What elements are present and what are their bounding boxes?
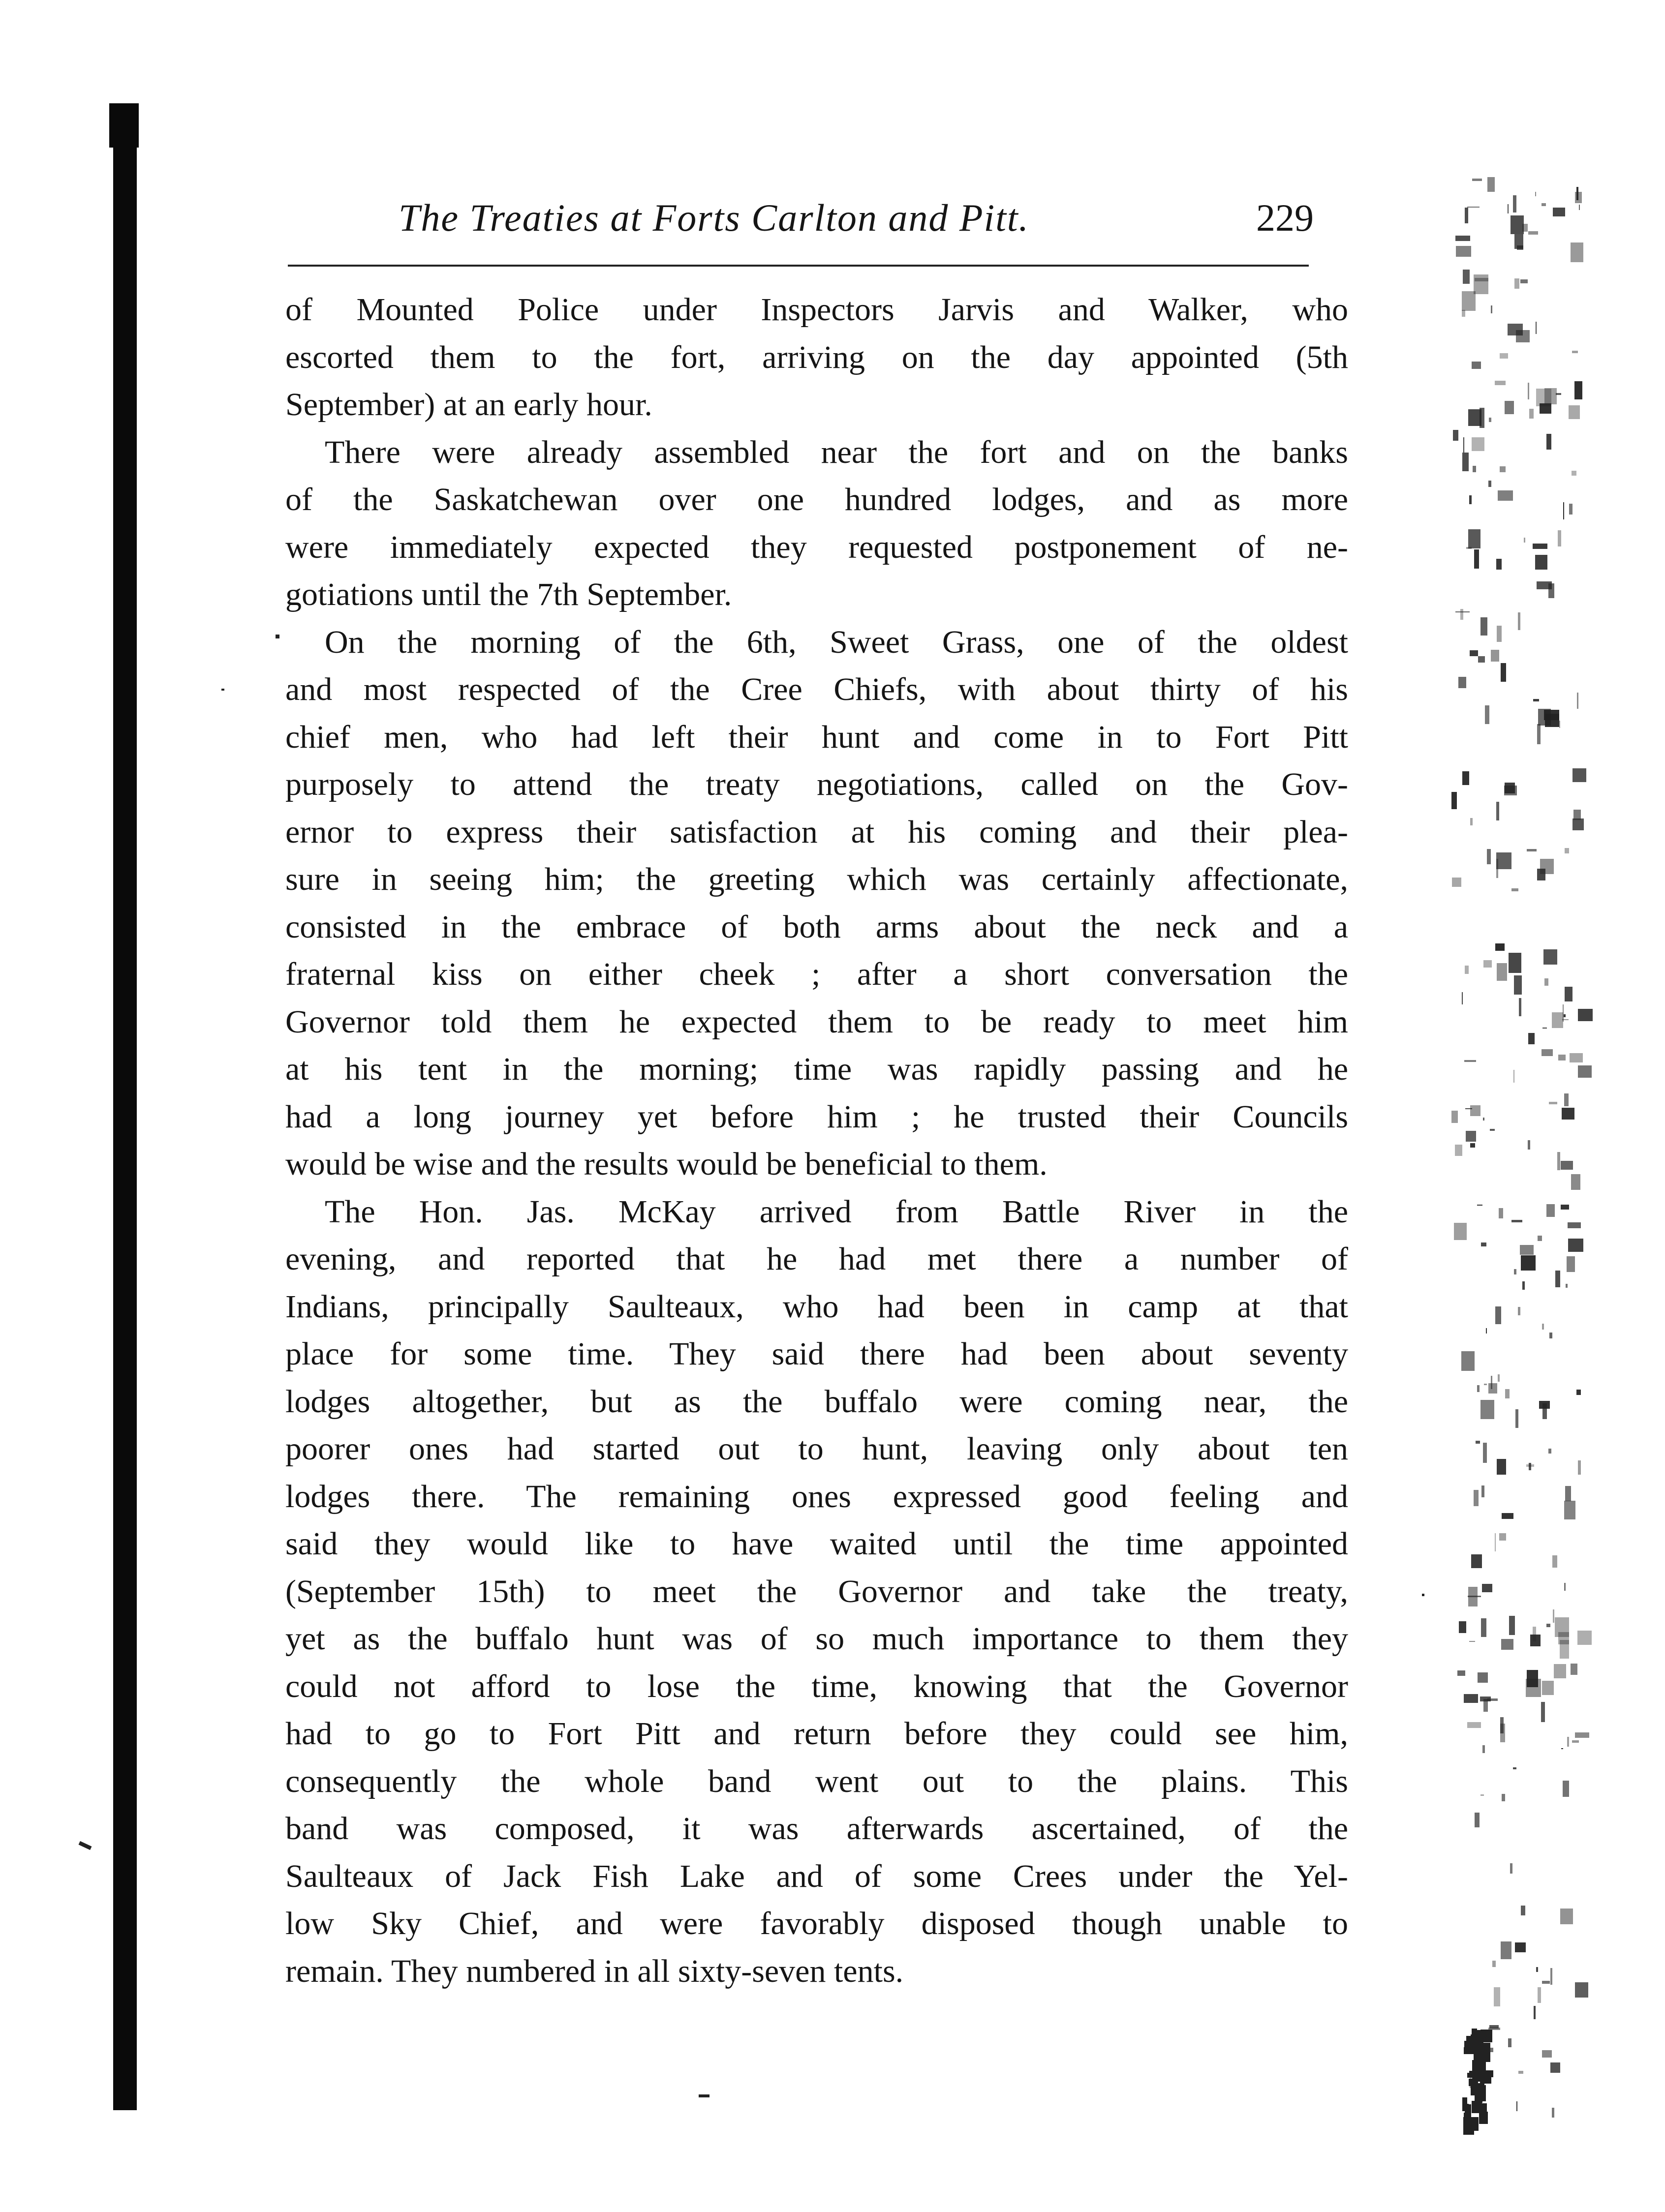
page-number: 229: [1256, 196, 1314, 239]
noise-streak: [1463, 437, 1464, 453]
noise-streak: [1513, 1070, 1514, 1083]
noise-streak: [1481, 1485, 1484, 1497]
noise-streak: [1522, 1281, 1525, 1290]
noise-streak: [1561, 1161, 1573, 1170]
noise-streak: [1499, 1533, 1506, 1541]
noise-streak: [1533, 544, 1547, 549]
noise-streak: [1481, 1618, 1486, 1637]
noise-streak: [1562, 1019, 1569, 1020]
noise-streak: [1477, 1385, 1480, 1392]
noise-streak: [1489, 418, 1491, 422]
noise-streak: [1554, 1664, 1566, 1678]
noise-streak: [1579, 205, 1580, 210]
noise-streak: [1542, 1049, 1553, 1056]
noise-streak: [1491, 305, 1492, 313]
running-head-title: The Treaties at Forts Carlton and Pitt.: [399, 196, 1030, 239]
text-line: consequently the whole band went out to the plains. This: [285, 1763, 1348, 1799]
text-line: consisted in the embrace of both arms about the neck and a: [285, 909, 1348, 945]
noise-streak: [1471, 2034, 1483, 2053]
text-line: lodges there. The remaining ones expressed good feeling and: [285, 1478, 1348, 1515]
noise-streak: [1529, 1463, 1531, 1470]
noise-streak: [1462, 992, 1463, 1004]
header-rule: [288, 265, 1309, 267]
noise-streak: [1546, 434, 1551, 450]
noise-streak: [1485, 705, 1489, 724]
text-line: evening, and reported that he had met there a number of: [285, 1241, 1348, 1277]
noise-streak: [1575, 1982, 1588, 1998]
noise-streak: [1474, 1490, 1479, 1506]
noise-streak: [1458, 677, 1466, 688]
scan-speck: [276, 635, 279, 638]
noise-streak: [1548, 1449, 1551, 1454]
text-line: The Hon. Jas. McKay arrived from Battle River in the: [325, 1193, 1348, 1230]
noise-streak: [1502, 1794, 1505, 1801]
noise-streak: [1451, 1111, 1458, 1123]
noise-streak: [1482, 1584, 1492, 1592]
noise-streak: [1534, 2006, 1536, 2019]
noise-streak: [1527, 1670, 1538, 1687]
noise-streak: [1473, 2117, 1479, 2131]
noise-streak: [1539, 1401, 1550, 1409]
noise-streak: [1513, 195, 1516, 212]
noise-streak: [1528, 383, 1529, 399]
noise-streak: [1509, 1616, 1515, 1635]
noise-streak: [1567, 1737, 1569, 1747]
noise-streak: [1473, 466, 1476, 472]
noise-streak: [1509, 953, 1521, 973]
noise-streak: [1487, 849, 1491, 864]
noise-streak: [1514, 278, 1519, 289]
text-line: (September 15th) to meet the Governor and take the treaty,: [285, 1573, 1348, 1609]
noise-streak: [1477, 1205, 1482, 1206]
scan-speck: [699, 2094, 709, 2097]
noise-streak: [1494, 1987, 1500, 2006]
paragraph: [285, 619, 1348, 1188]
noise-streak: [1470, 650, 1478, 656]
text-line: On the morning of the 6th, Sweet Grass, one of the oldest: [325, 624, 1348, 660]
text-line: September) at an early hour.: [285, 387, 652, 423]
noise-streak: [1480, 1400, 1494, 1419]
noise-streak: [1500, 1724, 1505, 1742]
noise-streak: [1572, 351, 1578, 353]
noise-streak: [1571, 1174, 1580, 1190]
noise-streak: [1535, 192, 1536, 196]
noise-streak: [1491, 650, 1499, 662]
noise-streak: [1483, 1118, 1484, 1121]
noise-streak: [1495, 1306, 1501, 1324]
noise-streak: [1564, 1014, 1566, 1017]
noise-streak: [1528, 231, 1538, 235]
text-line: had to go to Fort Pitt and return before they could see him,: [285, 1716, 1348, 1752]
noise-streak: [1572, 471, 1576, 476]
text-line: were immediately expected they requested postponement of ne-: [285, 529, 1348, 565]
text-line: band was composed, it was afterwards ascertained, of the: [285, 1811, 1348, 1847]
noise-streak: [1477, 2103, 1481, 2112]
noise-streak: [1476, 1441, 1480, 1444]
noise-streak: [1459, 1621, 1466, 1633]
text-line: said they would like to have waited until the time appointed: [285, 1526, 1348, 1562]
noise-streak: [1451, 792, 1457, 809]
noise-streak: [1536, 1967, 1538, 1972]
noise-streak: [1472, 179, 1482, 181]
noise-streak: [1575, 192, 1582, 203]
noise-streak: [1559, 721, 1560, 728]
noise-streak: [1565, 1486, 1571, 1501]
noise-streak: [1498, 1374, 1500, 1382]
noise-streak: [1549, 1102, 1557, 1104]
noise-streak: [1572, 818, 1584, 830]
noise-streak: [1508, 2038, 1511, 2047]
noise-streak: [1575, 1732, 1589, 1738]
noise-streak: [1516, 2101, 1517, 2111]
noise-streak: [1468, 1587, 1478, 1606]
body-text: [285, 286, 1348, 1995]
text-line: would be wise and the results would be beneficial to them.: [285, 1146, 1048, 1182]
noise-streak: [1502, 1513, 1513, 1519]
paragraph: [285, 286, 1348, 429]
noise-streak: [1542, 1324, 1544, 1330]
text-line: gotiations until the 7th September.: [285, 576, 732, 612]
noise-streak: [1518, 612, 1520, 630]
noise-streak: [1479, 2112, 1488, 2124]
running-head: [285, 196, 1314, 255]
noise-streak: [1480, 1697, 1491, 1701]
noise-streak: [1487, 177, 1495, 192]
scan-edge-noise: [1451, 177, 1599, 2135]
scan-speck: [221, 689, 224, 691]
noise-streak: [1578, 1065, 1592, 1078]
noise-streak: [1500, 353, 1508, 359]
noise-streak: [1564, 1583, 1566, 1591]
noise-streak: [1478, 1672, 1488, 1683]
noise-streak: [1495, 381, 1506, 385]
text-line: sure in seeing him; the greeting which was certainly affectionate,: [285, 861, 1348, 897]
noise-streak: [1467, 207, 1480, 208]
text-line: could not afford to lose the time, knowing that the Governor: [285, 1668, 1348, 1704]
noise-streak: [1501, 1941, 1511, 1959]
text-line: at his tent in the morning; time was rapidly passing and he: [285, 1051, 1348, 1087]
noise-streak: [1571, 1664, 1577, 1675]
noise-streak: [1542, 1981, 1550, 1984]
noise-streak: [1472, 437, 1484, 451]
noise-streak: [1474, 549, 1479, 569]
noise-streak: [1563, 502, 1564, 519]
noise-streak: [1482, 1745, 1485, 1753]
noise-streak: [1470, 1105, 1480, 1116]
noise-streak: [1521, 1255, 1536, 1271]
noise-streak: [1555, 1271, 1560, 1287]
noise-streak: [1521, 1906, 1525, 1915]
noise-streak: [1570, 1053, 1583, 1062]
noise-streak: [1578, 1009, 1593, 1021]
noise-streak: [1480, 1794, 1484, 1796]
noise-streak: [1488, 1383, 1497, 1394]
noise-streak: [1563, 1781, 1569, 1797]
noise-streak: [1527, 849, 1537, 851]
noise-streak: [1499, 1208, 1503, 1218]
noise-streak: [1520, 279, 1528, 283]
noise-streak: [1518, 2071, 1523, 2074]
noise-streak: [1533, 699, 1539, 701]
noise-streak: [1496, 559, 1502, 570]
noise-streak: [1553, 1609, 1554, 1623]
noise-streak: [1464, 1060, 1476, 1062]
noise-streak: [1474, 274, 1488, 294]
noise-streak: [1453, 430, 1458, 441]
noise-streak: [1486, 1328, 1487, 1333]
noise-streak: [1546, 1624, 1550, 1627]
noise-streak: [1546, 1204, 1555, 1217]
noise-streak: [1538, 1236, 1542, 1241]
noise-streak: [1536, 322, 1537, 334]
noise-streak: [1468, 529, 1480, 548]
text-line: place for some time. They said there had been about seventy: [285, 1336, 1348, 1372]
noise-streak: [1464, 1694, 1478, 1703]
noise-streak: [1572, 1740, 1579, 1743]
noise-streak: [1465, 966, 1469, 974]
text-line: escorted them to the fort, arriving on the day appointed (5th: [285, 339, 1348, 375]
noise-streak: [1463, 2117, 1474, 2135]
text-line: lodges altogether, but as the buffalo were coming near, the: [285, 1383, 1348, 1420]
noise-streak: [1552, 2108, 1554, 2118]
noise-streak: [1455, 236, 1470, 241]
scan-speck: [1422, 1594, 1424, 1596]
noise-streak: [1495, 1533, 1496, 1551]
noise-streak: [1542, 203, 1546, 206]
noise-streak: [1535, 555, 1547, 570]
noise-streak: [1566, 1284, 1568, 1288]
noise-streak: [1514, 975, 1522, 995]
noise-streak: [1472, 362, 1481, 369]
noise-streak: [1500, 466, 1506, 472]
text-line: purposely to attend the treaty negotiations, called on the Gov-: [285, 766, 1348, 802]
noise-streak: [1537, 869, 1545, 880]
noise-streak: [1469, 495, 1472, 504]
noise-streak: [1553, 208, 1565, 216]
noise-streak: [1541, 1702, 1545, 1722]
text-line: ernor to express their satisfaction at his coming and their plea-: [285, 814, 1348, 850]
noise-streak: [1497, 1459, 1506, 1475]
noise-streak: [1568, 1222, 1581, 1228]
noise-streak: [1560, 1909, 1573, 1924]
noise-streak: [1466, 2104, 1471, 2118]
noise-streak: [1480, 408, 1484, 428]
text-line: remain. They numbered in all sixty-seven tents.: [285, 1953, 904, 1989]
noise-streak: [1472, 2060, 1483, 2079]
noise-streak: [1480, 617, 1487, 636]
noise-streak: [1528, 1140, 1530, 1150]
noise-streak: [1511, 215, 1524, 234]
noise-streak: [1508, 204, 1509, 213]
text-line: and most respected of the Cree Chiefs, with about thirty of his: [285, 671, 1348, 707]
noise-streak: [1571, 242, 1583, 262]
noise-streak: [1497, 963, 1507, 981]
noise-streak: [1557, 1152, 1560, 1170]
noise-streak: [1455, 611, 1470, 612]
noise-streak: [1558, 1055, 1566, 1061]
noise-streak: [1456, 246, 1471, 257]
noise-streak: [1576, 1390, 1581, 1395]
noise-streak: [1497, 626, 1502, 642]
noise-streak: [1492, 1961, 1496, 1967]
noise-streak: [1549, 1333, 1552, 1338]
noise-streak: [1510, 1863, 1512, 1874]
noise-streak: [1568, 1239, 1583, 1252]
text-line: of Mounted Police under Inspectors Jarvis and Walker, who: [285, 292, 1348, 328]
noise-streak: [1461, 1351, 1475, 1371]
text-line: chief men, who had left their hunt and come in to Fort Pitt: [285, 719, 1348, 755]
noise-streak: [1550, 1968, 1552, 1985]
noise-streak: [1460, 609, 1463, 620]
text-line: of the Saskatchewan over one hundred lodges, and as more: [285, 482, 1348, 517]
noise-streak: [1465, 208, 1468, 223]
noise-streak: [1561, 1205, 1569, 1210]
noise-streak: [1475, 1813, 1480, 1827]
noise-streak: [1505, 401, 1514, 414]
noise-streak: [1478, 656, 1485, 663]
noise-streak: [1495, 943, 1505, 951]
noise-streak: [1514, 1269, 1516, 1274]
noise-streak: [1483, 1443, 1487, 1463]
noise-streak: [1529, 409, 1534, 419]
noise-streak: [1481, 1242, 1486, 1246]
noise-streak: [1552, 1555, 1557, 1568]
noise-streak: [1562, 1108, 1574, 1120]
text-line: poorer ones had started out to hunt, leaving only about ten: [285, 1431, 1348, 1467]
noise-streak: [1515, 1942, 1526, 1952]
noise-streak: [1538, 709, 1551, 726]
noise-streak: [1505, 1389, 1510, 1398]
noise-streak: [1470, 1143, 1475, 1148]
noise-streak: [1565, 987, 1572, 1001]
noise-streak: [1469, 1641, 1475, 1642]
text-line: had a long journey yet before him ; he trusted their Councils: [285, 1098, 1348, 1135]
noise-streak: [1528, 1033, 1535, 1044]
noise-streak: [1577, 693, 1578, 709]
noise-streak: [1463, 270, 1470, 284]
noise-streak: [1462, 291, 1476, 311]
noise-streak: [1505, 783, 1515, 793]
noise-streak: [1513, 1767, 1516, 1769]
noise-streak: [1488, 481, 1491, 487]
noise-streak: [1519, 998, 1521, 1016]
noise-streak: [1476, 2098, 1482, 2103]
noise-streak: [1543, 949, 1557, 965]
noise-streak: [1466, 1131, 1476, 1142]
noise-streak: [1475, 278, 1488, 281]
noise-streak: [1515, 1409, 1518, 1428]
noise-streak: [1569, 504, 1572, 515]
noise-streak: [1467, 1722, 1481, 1728]
noise-streak: [1572, 768, 1586, 782]
noise-streak: [1569, 405, 1580, 419]
paragraph: [285, 1188, 1348, 1996]
noise-streak: [1550, 2062, 1560, 2073]
text-line: low Sky Chief, and were favorably disposed though unable to: [285, 1906, 1348, 1941]
noise-streak: [1501, 663, 1506, 682]
text-line: Governor told them he expected them to be ready to meet him: [285, 1003, 1348, 1040]
noise-streak: [1536, 389, 1551, 406]
noise-streak: [1524, 538, 1525, 543]
noise-streak: [1567, 1256, 1575, 1272]
noise-streak: [1508, 324, 1523, 335]
noise-streak: [1511, 888, 1518, 891]
text-line: yet as the buffalo hunt was of so much importance to them they: [285, 1621, 1348, 1657]
noise-streak: [1498, 490, 1513, 501]
noise-streak: [1490, 1129, 1495, 1131]
binding-shadow: [113, 103, 137, 2110]
noise-streak: [1537, 581, 1552, 589]
noise-streak: [1552, 1012, 1563, 1028]
noise-streak: [1452, 878, 1461, 887]
noise-streak: [1555, 1617, 1569, 1637]
noise-streak: [1501, 1639, 1513, 1650]
noise-streak: [1455, 1145, 1462, 1156]
noise-streak: [1484, 1384, 1487, 1385]
noise-streak: [1514, 234, 1523, 249]
noise-streak: [1542, 2050, 1552, 2058]
noise-streak: [1577, 1631, 1592, 1645]
noise-streak: [1496, 852, 1511, 869]
noise-streak: [1578, 1460, 1581, 1475]
text-line: There were already assembled near the fort and on the banks: [325, 434, 1348, 470]
paragraph: [285, 429, 1348, 619]
noise-streak: [1511, 1220, 1522, 1222]
noise-streak: [1530, 1635, 1541, 1646]
noise-streak: [1496, 802, 1499, 820]
noise-streak: [1457, 1670, 1465, 1676]
noise-streak: [1470, 818, 1473, 825]
noise-streak: [1471, 1554, 1482, 1568]
noise-streak: [1544, 978, 1548, 986]
noise-streak: [1574, 381, 1582, 399]
noise-streak: [1454, 1223, 1467, 1240]
noise-streak: [1558, 530, 1561, 546]
scan-speck: [79, 1841, 92, 1850]
text-line: Indians, principally Saulteaux, who had been in camp at that: [285, 1288, 1348, 1325]
noise-streak: [1518, 1307, 1520, 1315]
noise-streak: [1462, 771, 1469, 785]
noise-streak: [1542, 1681, 1554, 1695]
noise-streak: [1542, 1028, 1547, 1029]
noise-streak: [1538, 1987, 1541, 2003]
noise-streak: [1561, 1748, 1563, 1749]
noise-streak: [1565, 848, 1569, 853]
noise-streak: [1483, 960, 1492, 968]
text-line: fraternal kiss on either cheek ; after a short conversation the: [285, 956, 1348, 992]
noise-streak: [1462, 310, 1465, 317]
noise-streak: [1564, 1501, 1575, 1519]
noise-streak: [1537, 724, 1541, 744]
noise-streak: [1564, 1093, 1569, 1106]
noise-streak: [1556, 393, 1561, 395]
text-line: Saulteaux of Jack Fish Lake and of some Crees under the Yel-: [285, 1858, 1348, 1894]
noise-streak: [1462, 453, 1469, 471]
noise-streak: [1520, 1245, 1534, 1255]
